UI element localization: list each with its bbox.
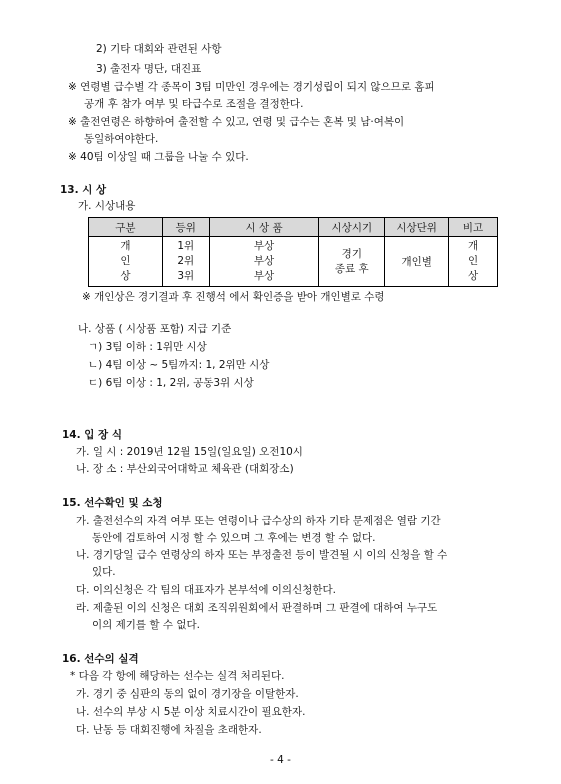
- list-item: 다. 난동 등 대회진행에 차질을 초래한자.: [76, 724, 262, 736]
- table-header-cell: 구분: [89, 218, 163, 237]
- note-text: 동일하여야한다.: [84, 133, 159, 145]
- note-text: ※ 연령별 급수별 각 종목이 3팀 미만인 경우에는 경기성립이 되지 않으므로 홈피: [68, 81, 435, 93]
- note-text: ※ 출전연령은 하향하여 출전할 수 있고, 연령 및 급수는 혼복 및 남·여복이: [68, 116, 405, 128]
- table-header-cell: 시 상 품: [209, 218, 319, 237]
- list-item: 가. 일 시 : 2019년 12월 15일(일요일) 오전10시: [76, 446, 303, 458]
- list-item: 이의 제기를 할 수 없다.: [92, 619, 200, 631]
- cell-line: 인: [120, 255, 131, 267]
- cell-line: 2위: [177, 255, 195, 267]
- table-cell-timing: [319, 237, 385, 287]
- note-text: 공개 후 참가 여부 및 타급수로 조절을 결정한다.: [84, 98, 304, 110]
- cell-line: 1위: [177, 240, 195, 252]
- cell-line: 개: [467, 240, 479, 252]
- list-item: ㄴ) 4팀 이상 ~ 5팀까지: 1, 2위만 시상: [88, 359, 270, 371]
- table-cell-prize: [209, 237, 319, 287]
- list-item: 다. 이의신청은 각 팀의 대표자가 본부석에 이의신청한다.: [76, 584, 336, 596]
- list-item: 나. 경기당일 급수 연령상의 하자 또는 부정출전 등이 발견될 시 이의 신청을 할 수: [76, 549, 448, 561]
- list-item: 동안에 검토하여 시정 할 수 있으며 그 후에는 변경 할 수 없다.: [92, 532, 376, 544]
- cell-line: 종료 후: [334, 262, 369, 275]
- list-item: ㄷ) 6팀 이상 : 1, 2위, 공동3위 시상: [88, 377, 254, 389]
- list-item: 가. 경기 중 심판의 동의 없이 경기장을 이탈한자.: [76, 688, 299, 700]
- cell-line: 상: [467, 270, 479, 282]
- table-cell-rank: [162, 237, 209, 287]
- table-header-cell: 등위: [162, 218, 209, 237]
- list-item: 가. 출전선수의 자격 여부 또는 연령이나 급수상의 하자 기타 문제점은 열람 기간: [76, 515, 441, 527]
- table-header-row: [89, 218, 498, 237]
- section-title: 14. 입 장 식: [62, 429, 122, 441]
- award-table: [88, 217, 498, 287]
- table-header-cell: 시상단위: [385, 218, 449, 237]
- note-text: ※ 40팀 이상일 때 그룹을 나눌 수 있다.: [68, 151, 249, 163]
- section-title: 16. 선수의 실격: [62, 653, 139, 665]
- cell-line: 개: [120, 240, 131, 252]
- section-title: 13. 시 상: [60, 184, 107, 196]
- page-number: - 4 -: [270, 754, 291, 766]
- subsection-title: 가. 시상내용: [78, 200, 136, 212]
- list-item: 나. 선수의 부상 시 5분 이상 치료시간이 필요한자.: [76, 706, 306, 718]
- cell-line: 인: [467, 255, 479, 267]
- list-item: 2) 기타 대회와 관련된 사항: [96, 43, 222, 55]
- table-header-cell: 시상시기: [319, 218, 385, 237]
- cell-line: 3위: [177, 270, 195, 282]
- list-item: 3) 출전자 명단, 대진표: [96, 63, 202, 75]
- section-title: 15. 선수확인 및 소청: [62, 497, 163, 509]
- note-text: ※ 개인상은 경기결과 후 진행석 에서 확인증을 받아 개인별로 수령: [82, 291, 385, 303]
- table-header-cell: 비고: [449, 218, 498, 237]
- list-item: ㄱ) 3팀 이하 : 1위만 시상: [88, 341, 207, 353]
- subsection-title: 나. 상품 ( 시상품 포함) 지급 기준: [78, 323, 232, 335]
- note-text: * 다음 각 항에 해당하는 선수는 실격 처리된다.: [70, 670, 285, 682]
- list-item: 라. 제출된 이의 신청은 대회 조직위원회에서 판결하며 그 판결에 대하여 누구도: [76, 602, 438, 614]
- cell-line: 상: [120, 270, 131, 282]
- table-cell-category: [89, 237, 163, 287]
- cell-line: 부상: [253, 270, 275, 282]
- table-row: [89, 237, 498, 287]
- table-cell-unit: 개인별: [385, 237, 449, 287]
- table-cell-note: [449, 237, 498, 287]
- list-item: 나. 장 소 : 부산외국어대학교 체육관 (대회장소): [76, 463, 294, 475]
- cell-line: 부상: [253, 240, 275, 252]
- cell-line: 경기: [341, 247, 362, 260]
- cell-line: 부상: [253, 255, 275, 267]
- list-item: 있다.: [92, 566, 116, 578]
